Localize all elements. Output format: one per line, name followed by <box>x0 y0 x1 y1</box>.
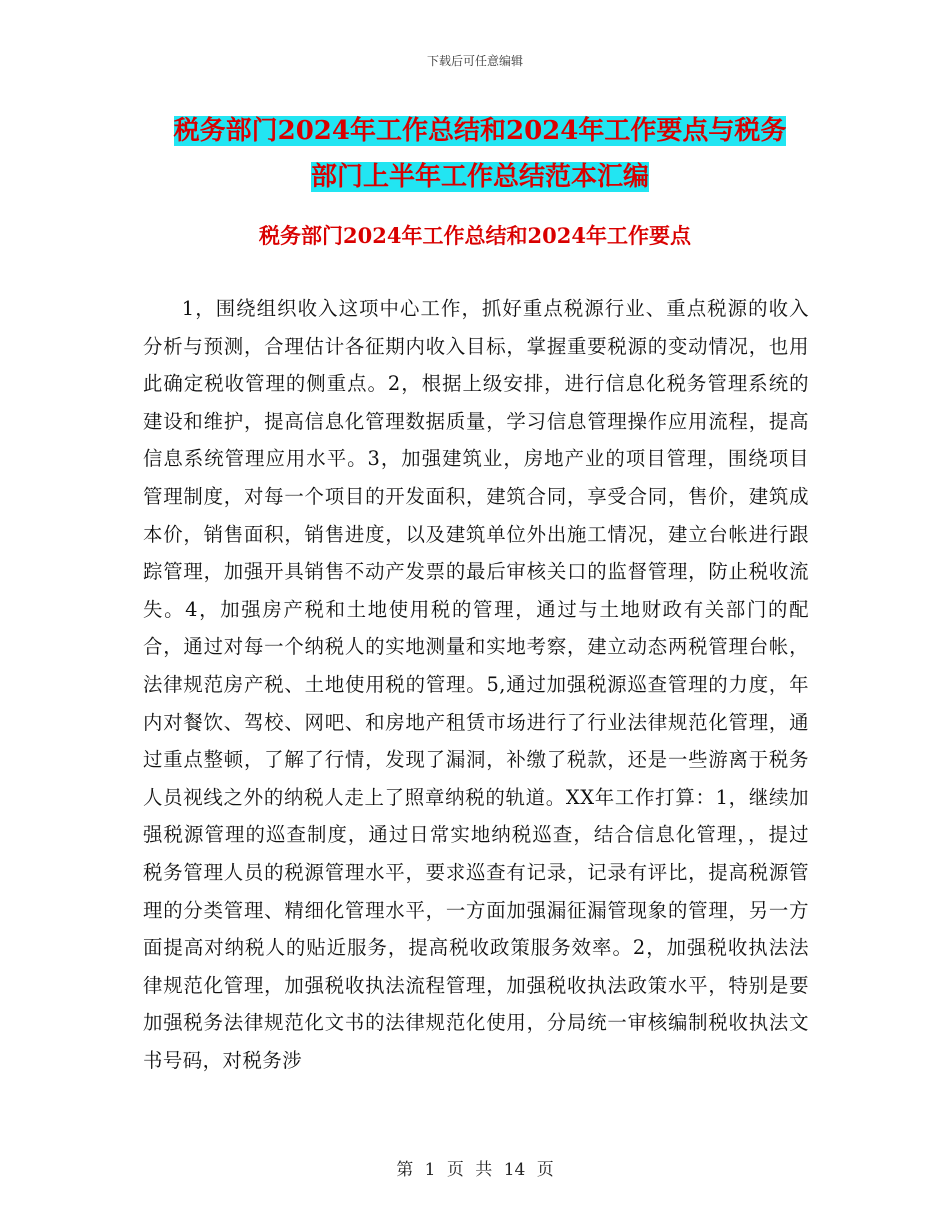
page-number: 第 1 页 共 14 页 <box>396 1160 554 1180</box>
header-note: 下载后可任意编辑 <box>426 54 523 68</box>
section-title: 税务部门2024年工作总结和2024年工作要点 <box>259 223 691 248</box>
document-title-line-2: 部门上半年工作总结范本汇编 <box>310 162 649 192</box>
body-paragraph: 1，围绕组织收入这项中心工作，抓好重点税源行业、重点税源的收入分析与预测，合理估计各征期内收入目标，掌握重要税源的变动情况，也用此确定税收管理的侧重点。2，根据上级安排，进行信息化税务管理系统的建设和维护，提高信息化管理数据质量，学习信息管理操作应用流程，提高信息系统管理应用水平。3，加强建筑业，房地产业的项目管理，围绕项目管理制度，对每一个项目的开发面积，建筑合同，享受合同，售价，建筑成本价，销售面积，销售进度，以及建筑单位外出施工情况，建立台帐进行跟踪管理，加强开具销售不动产发票的最后审核关口的监督管理，防止税收流失。4，加强房产税和土地使用税的管理，通过与土地财政有关部门的配合，通过对每一个纳税人的实地测量和实地考察，建立动态两税管理台帐，法律规范房产税、土地使用税的管理。5,通过加强税源巡查管理的力度，年内对餐饮、驾校、网吧、和房地产租赁市场进行了行业法律规范化管理，通过重点整顿，了解了行情，发现了漏洞，补缴了税款，还是一些游离于税务人员视线之外的纳税人走上了照章纳税的轨道。XX年工作打算：1，继续加强税源管理的巡查制度，通过日常实地纳税巡查，结合信息化管理，，提过税务管理人员的税源管理水平，要求巡查有记录，记录有评比，提高税源管理的分类管理、精细化管理水平，一方面加强漏征漏管现象的管理，另一方面提高对纳税人的贴近服务，提高税收政策服务效率。2，加强税收执法法律规范化管理，加强税收执法流程管理，加强税收执法政策水平，特别是要加强税务法律规范化文书的法律规范化使用，分局统一审核编制税收执法文书号码，对税务涉 <box>143 297 809 1072</box>
document-title <box>140 108 820 200</box>
document-title-line-1: 税务部门2024年工作总结和2024年工作要点与税务 <box>173 116 787 146</box>
